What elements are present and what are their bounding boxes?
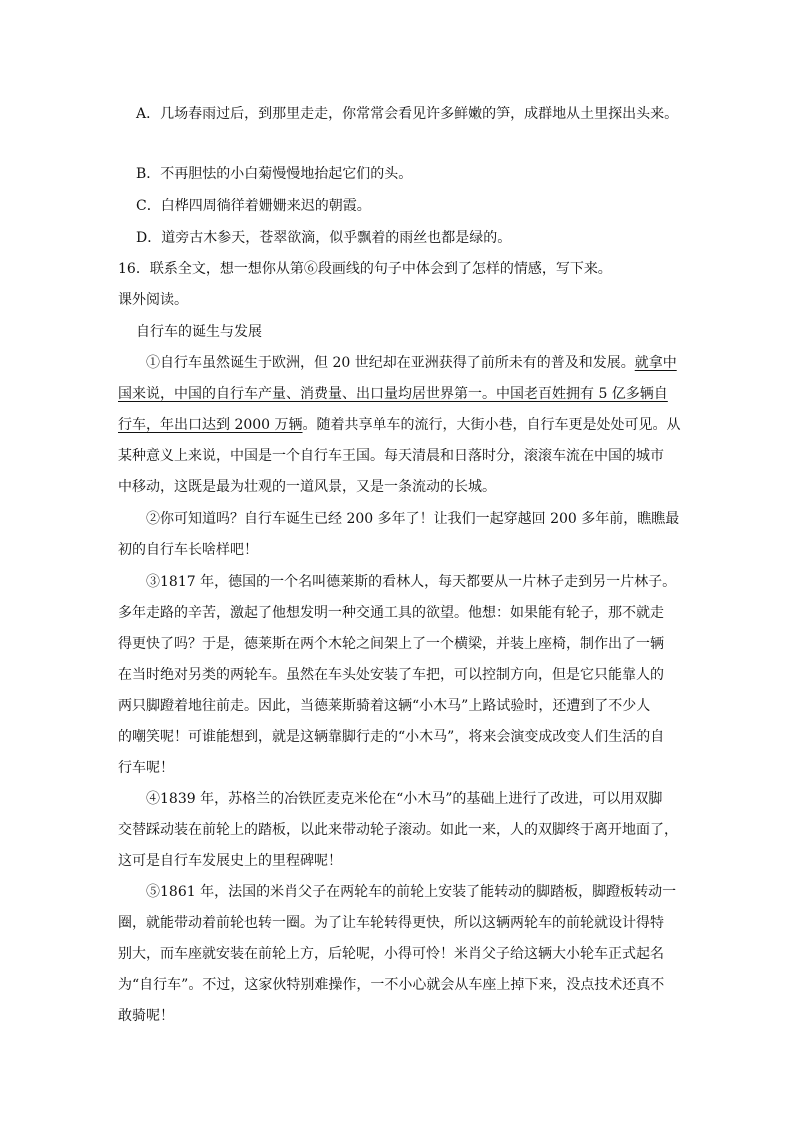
option-a: A．几场春雨过后，到那里走走，你常常会看见许多鲜嫩的笋，成群地从土里探出头来。 [136,106,679,122]
paragraph-line: 多年走路的辛苦，激起了他想发明一种交通工具的欲望。他想：如果能有轮子，那不就走 [118,605,664,621]
option-d: D．道旁古木参天，苍翠欲滴，似乎飘着的雨丝也都是绿的。 [136,230,512,246]
plain-text: 。随着共享单车的流行，大街小巷，自行车更是处处可见。从 [302,417,681,433]
paragraph-line [118,353,678,384]
paragraph-line: 交替踩动装在前轮上的踏板，以此来带动轮子滚动。如此一来，人的双脚终于离开地面了， [118,822,678,838]
paragraph-line [118,415,681,446]
option-b: B．不再胆怯的小白菊慢慢地抬起它们的头。 [136,166,413,182]
paragraph-line: ④1839 年，苏格兰的冶铁匠麦克米伦在“小木马”的基础上进行了改进，可以用双脚 [118,791,663,807]
underlined-text: 就拿中 [634,355,677,371]
paragraph-line [118,384,678,415]
paragraph-line: 某种意义上来说，中国是一个自行车王国。每天清晨和日落时分，滚滚车流在中国的城市 [118,448,664,464]
paragraph-line: 为“自行车”。不过，这家伙特别难操作，一不小心就会从车座上掉下来，没点技术还真不 [118,977,665,993]
paragraph-5 [118,882,678,1037]
paragraph-line: 得更快了吗？于是，德莱斯在两个木轮之间架上了一个横梁，并装上座椅，制作出了一辆 [118,636,664,652]
underlined-text: 国来说，中国的自行车产量、消费量、出口量均居世界第一。中国老百姓拥有 5 亿多辆自 [118,386,668,402]
plain-text: ①自行车虽然诞生于欧洲，但 20 世纪却在亚洲获得了前所未有的普及和发展。 [118,355,635,371]
paragraph-line: 别大，而车座就安装在前轮上方，后轮呢，小得可怜！米肖父子给这辆大小轮车正式起名 [118,946,664,962]
paragraph-line: 这可是自行车发展史上的里程碑呢！ [118,853,342,869]
article-title: 自行车的诞生与发展 [136,324,262,340]
paragraph-1 [118,353,681,508]
paragraph-line: 行车呢！ [118,760,174,776]
section-label: 课外阅读。 [118,292,188,308]
option-c: C．白桦四周徜徉着姗姗来迟的朝霞。 [136,198,371,214]
paragraph-line: ③1817 年，德国的一个名叫德莱斯的看林人，每天都要从一片林子走到另一片林子。 [118,574,677,590]
paragraph-2 [118,509,678,571]
paragraph-line: 中移动，这既是最为壮观的一道风景，又是一条流动的长城。 [118,479,496,495]
paragraph-4 [118,789,678,882]
paragraph-line: 在当时绝对另类的两轮车。虽然在车头处安装了车把，可以控制方向，但是它只能靠人的 [118,667,664,683]
paragraph-line: ②你可知道吗？自行车诞生已经 200 多年了！让我们一起穿越回 200 多年前，瞧瞧最 [118,511,680,527]
paragraph-line: 两只脚蹬着地往前走。因此，当德莱斯骑着这辆“小木马”上路试验时，还遭到了不少人 [118,698,651,714]
paragraph-line: 的嘲笑呢！可谁能想到，就是这辆靠脚行走的“小木马”，将来会演变成改变人们生活的自 [118,729,665,745]
paragraph-line: ⑤1861 年，法国的米肖父子在两轮车的前轮上安装了能转动的脚踏板，脚蹬板转动一 [118,884,677,900]
paragraph-3 [118,572,678,789]
question-16: 16．联系全文，想一想你从第⑥段画线的句子中体会到了怎样的情感，写下来。 [118,261,612,277]
underlined-text: 行车，年出口达到 2000 万辆 [118,417,303,433]
paragraph-line: 敢骑呢！ [118,1008,174,1024]
paragraph-line: 圈，就能带动着前轮也转一圈。为了让车轮转得更快，所以这辆两轮车的前轮就设计得特 [118,915,664,931]
paragraph-line: 初的自行车长啥样吧！ [118,542,258,558]
